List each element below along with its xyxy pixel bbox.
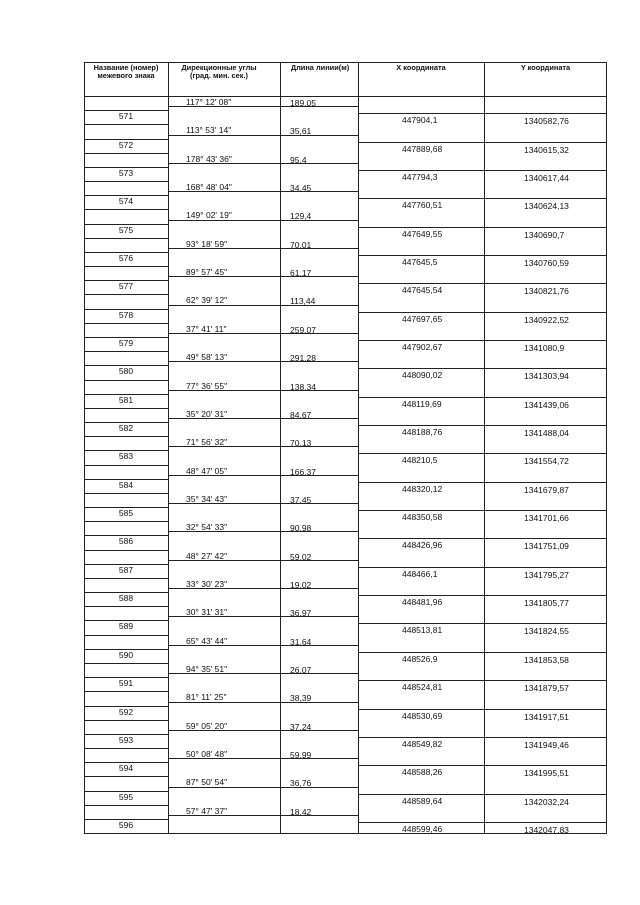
x-coordinate-cell: 448526,9 [402, 653, 438, 664]
y-coordinate-cell: 1340922,52 [524, 314, 569, 325]
direction-angle-cell: 77° 36' 55" [186, 380, 228, 391]
table-row-border [84, 521, 168, 522]
table-row-border [168, 531, 358, 532]
boundary-point-number: 584 [118, 479, 134, 490]
boundary-point-number: 589 [118, 621, 134, 632]
line-length-cell: 70,13 [290, 438, 312, 449]
boundary-point-number: 594 [118, 763, 134, 774]
y-coordinate-cell: 1341917,51 [524, 711, 569, 722]
boundary-point-number: 590 [118, 649, 134, 660]
x-coordinate-cell: 448589,64 [402, 795, 443, 806]
boundary-point-number: 578 [118, 309, 134, 320]
table-row-border [168, 645, 358, 646]
y-coordinate-cell: 1341303,94 [524, 371, 569, 382]
table-row-border [358, 227, 607, 228]
table-row-border [168, 588, 358, 589]
table-row-border [168, 815, 358, 816]
y-coordinate-cell: 1341080,9 [524, 342, 565, 353]
table-row-border [168, 446, 358, 447]
header-length: Длина линии(м) [290, 63, 350, 72]
y-coordinate-cell: 1341679,87 [524, 484, 569, 495]
table-row-border [84, 635, 168, 636]
line-length-cell: 113,44 [290, 296, 316, 307]
x-coordinate-cell: 447889,68 [402, 143, 443, 154]
direction-angle-cell: 81° 11' 25" [186, 692, 227, 703]
direction-angle-cell: 65° 43' 44" [186, 635, 228, 646]
boundary-point-number: 587 [118, 564, 134, 575]
table-row-border [358, 283, 607, 284]
table-row-border [168, 106, 358, 107]
table-column-border [606, 62, 607, 834]
table-row-border [84, 578, 168, 579]
x-coordinate-cell: 448119,69 [402, 398, 442, 409]
table-row-border [168, 475, 358, 476]
y-coordinate-cell: 1341853,58 [524, 654, 569, 665]
x-coordinate-cell: 447794,3 [402, 171, 438, 182]
table-column-border [280, 62, 281, 834]
direction-angle-cell: 33° 30' 23" [186, 578, 228, 589]
y-coordinate-cell: 1341554,72 [524, 456, 569, 467]
x-coordinate-cell: 448210,5 [402, 455, 438, 466]
y-coordinate-cell: 1340821,76 [524, 286, 569, 297]
direction-angle-cell: 48° 27' 42" [186, 550, 228, 561]
direction-angle-cell: 32° 54' 33" [186, 522, 228, 533]
table-row-border [168, 333, 358, 334]
table-row-border [168, 616, 358, 617]
boundary-point-number: 588 [118, 593, 134, 604]
direction-angle-cell: 149° 02' 19" [186, 210, 232, 221]
table-row-border [168, 503, 358, 504]
table-row-border [358, 453, 607, 454]
direction-angle-cell: 168° 48' 04" [186, 182, 232, 193]
x-coordinate-cell: 448530,69 [402, 710, 443, 721]
y-coordinate-cell: 1341824,55 [524, 626, 569, 637]
x-coordinate-cell: 447902,67 [402, 341, 443, 352]
x-coordinate-cell: 447904,1 [402, 115, 438, 126]
table-row-border [168, 305, 358, 306]
line-length-cell: 61,17 [290, 268, 312, 279]
line-length-cell: 138,34 [290, 381, 316, 392]
header-y: Y координата [520, 63, 571, 72]
direction-angle-cell: 35° 20' 31" [186, 408, 228, 419]
table-column-border [168, 62, 169, 834]
table-row-border [358, 170, 607, 171]
direction-angle-cell: 87° 50' 54" [186, 777, 228, 788]
y-coordinate-cell: 1340690,7 [524, 229, 565, 240]
boundary-point-number: 573 [118, 167, 134, 178]
header-x: X координата [396, 63, 446, 72]
line-length-cell: 19,02 [290, 579, 312, 590]
boundary-point-number: 574 [118, 196, 134, 207]
table-row-border [358, 709, 607, 710]
x-coordinate-cell: 448549,82 [402, 738, 443, 749]
table-row-border [358, 652, 607, 653]
table-row-border [358, 340, 607, 341]
direction-angle-cell: 50° 08' 48" [186, 749, 228, 760]
table-row-border [84, 380, 168, 381]
table-row-border [168, 560, 358, 561]
y-coordinate-cell: 1340582,76 [524, 116, 569, 127]
line-length-cell: 291,28 [290, 353, 316, 364]
x-coordinate-cell: 448481,96 [402, 597, 443, 608]
x-coordinate-cell: 448320,12 [402, 483, 443, 494]
table-row-border [84, 550, 168, 551]
table-column-border [484, 62, 485, 834]
table-row-border [168, 135, 358, 136]
line-length-cell: 129,4 [290, 211, 312, 222]
table-row-border [84, 181, 168, 182]
table-row-border [84, 493, 168, 494]
y-coordinate-cell: 1341701,66 [524, 513, 569, 524]
table-row-border [84, 124, 168, 125]
y-coordinate-cell: 1340760,59 [524, 257, 569, 268]
table-row-border [358, 794, 607, 795]
header-angle: Дирекционные углы (град. мин. сек.) [181, 63, 257, 81]
table-row-border [168, 730, 358, 731]
x-coordinate-cell: 447760,51 [402, 200, 443, 211]
direction-angle-cell: 89° 57' 45" [186, 267, 228, 278]
boundary-point-number: 586 [118, 536, 134, 547]
direction-angle-cell: 35° 34' 43" [186, 493, 228, 504]
boundary-point-number: 582 [118, 423, 134, 434]
boundary-point-number: 572 [118, 139, 134, 150]
line-length-cell: 38,39 [290, 693, 312, 704]
y-coordinate-cell: 1340624,13 [524, 201, 569, 212]
boundary-point-number: 591 [118, 678, 134, 689]
table-row-border [358, 312, 607, 313]
line-length-cell: 36,97 [290, 608, 312, 619]
line-length-cell: 189,05 [290, 98, 316, 108]
table-row-border [84, 805, 168, 806]
direction-angle-cell: 71° 56' 32" [186, 437, 228, 448]
boundary-point-number: 579 [118, 337, 134, 348]
table-row-border [168, 191, 358, 192]
y-coordinate-cell: 1341879,57 [524, 683, 569, 694]
table-row-border [358, 113, 607, 114]
y-coordinate-cell: 1341751,09 [524, 541, 569, 552]
table-row-border [84, 351, 168, 352]
y-coordinate-cell: 1341995,51 [524, 768, 569, 779]
line-length-cell: 166,37 [290, 466, 316, 477]
table-row-border [168, 673, 358, 674]
table-row-border [358, 567, 607, 568]
x-coordinate-cell: 448350,58 [402, 512, 443, 523]
direction-angle-cell: 59° 05' 20" [186, 720, 228, 731]
direction-angle-cell: 178° 43' 36" [186, 153, 232, 164]
direction-angle-cell: 117° 12' 08" [186, 97, 232, 107]
table-row-border [84, 606, 168, 607]
y-coordinate-cell: 1342032,24 [524, 796, 569, 807]
line-length-cell: 59,99 [290, 750, 312, 761]
x-coordinate-cell: 448466,1 [402, 568, 438, 579]
table-row-border [168, 220, 358, 221]
table-row-border [84, 408, 168, 409]
table-row-border [358, 680, 607, 681]
table-row-border [358, 538, 607, 539]
line-length-cell: 95,4 [290, 154, 307, 165]
table-row-border [84, 691, 168, 692]
x-coordinate-cell: 448588,26 [402, 767, 443, 778]
table-row-border [358, 397, 607, 398]
table-row-border [84, 436, 168, 437]
direction-angle-cell: 30° 31' 31" [186, 607, 228, 618]
y-coordinate-cell: 1341805,77 [524, 598, 569, 609]
table-row-border [358, 623, 607, 624]
table-row-border [84, 748, 168, 749]
table-row-border [358, 368, 607, 369]
line-length-cell: 26,07 [290, 665, 312, 675]
table-row-border [84, 266, 168, 267]
table-row-border [84, 663, 168, 664]
y-coordinate-cell: 1341795,27 [524, 569, 569, 580]
line-length-cell: 59,02 [290, 551, 312, 562]
direction-angle-cell: 37° 41' 11" [186, 323, 227, 334]
table-row-border [168, 248, 358, 249]
table-row-border [168, 418, 358, 419]
table-column-border [358, 62, 359, 834]
line-length-cell: 34,45 [290, 183, 312, 194]
table-row-border [84, 96, 607, 97]
boundary-coordinates-table [84, 62, 607, 834]
direction-angle-cell: 62° 39' 12" [186, 295, 228, 306]
x-coordinate-cell: 448524,81 [402, 682, 443, 693]
y-coordinate-cell: 1342047,83 [524, 824, 569, 835]
boundary-point-number: 576 [118, 252, 134, 263]
table-row-border [358, 510, 607, 511]
table-row-border [168, 361, 358, 362]
table-row-border [84, 209, 168, 210]
boundary-point-number: 596 [118, 819, 134, 830]
x-coordinate-cell: 447697,65 [402, 313, 443, 324]
boundary-point-number: 580 [118, 366, 134, 377]
direction-angle-cell: 113° 53' 14" [186, 125, 232, 136]
line-length-cell: 70,01 [290, 239, 312, 250]
line-length-cell: 35,61 [290, 126, 312, 137]
table-row-border [84, 294, 168, 295]
boundary-point-number: 585 [118, 508, 134, 519]
y-coordinate-cell: 1340617,44 [524, 172, 569, 183]
line-length-cell: 37,45 [290, 494, 312, 505]
table-row-border [84, 62, 607, 63]
table-row-border [168, 702, 358, 703]
direction-angle-cell: 57° 47' 37" [186, 805, 228, 816]
y-coordinate-cell: 1341949,46 [524, 739, 569, 750]
table-row-border [358, 425, 607, 426]
x-coordinate-cell: 448188,76 [402, 427, 443, 438]
table-row-border [84, 720, 168, 721]
line-length-cell: 259,07 [290, 324, 316, 335]
x-coordinate-cell: 447645,5 [402, 256, 438, 267]
table-row-border [168, 276, 358, 277]
table-row-border [358, 255, 607, 256]
table-row-border [358, 595, 607, 596]
line-length-cell: 84,67 [290, 409, 312, 420]
boundary-point-number: 595 [118, 791, 134, 802]
x-coordinate-cell: 447645,54 [402, 285, 443, 296]
direction-angle-cell: 49° 58' 13" [186, 352, 228, 363]
boundary-point-number: 575 [118, 224, 134, 235]
direction-angle-cell: 93° 18' 59" [186, 238, 228, 249]
table-row-border [358, 765, 607, 766]
boundary-point-number: 592 [118, 706, 134, 717]
table-row-border [168, 390, 358, 391]
x-coordinate-cell: 448599,46 [402, 823, 443, 834]
table-row-border [358, 822, 607, 823]
line-length-cell: 31,64 [290, 636, 312, 647]
table-row-border [84, 776, 168, 777]
x-coordinate-cell: 448426,96 [402, 540, 443, 551]
table-row-border [168, 758, 358, 759]
line-length-cell: 37,24 [290, 721, 312, 732]
table-row-border [358, 142, 607, 143]
y-coordinate-cell: 1341488,04 [524, 428, 569, 439]
y-coordinate-cell: 1340615,32 [524, 144, 569, 155]
table-row-border [84, 238, 168, 239]
boundary-point-number: 583 [118, 451, 134, 462]
x-coordinate-cell: 448513,81 [402, 625, 443, 636]
table-row-border [84, 465, 168, 466]
table-row-border [358, 482, 607, 483]
line-length-cell: 36,76 [290, 778, 312, 789]
boundary-point-number: 593 [118, 734, 134, 745]
table-row-border [84, 153, 168, 154]
header-name: Название (номер) межевого знака [93, 63, 159, 81]
boundary-point-number: 581 [118, 394, 134, 405]
line-length-cell: 18,42 [290, 806, 312, 817]
table-row-border [358, 737, 607, 738]
table-row-border [168, 163, 358, 164]
boundary-point-number: 577 [118, 281, 134, 292]
table-row-border [358, 198, 607, 199]
x-coordinate-cell: 448090,02 [402, 370, 443, 381]
direction-angle-cell: 94° 35' 51" [186, 664, 228, 674]
x-coordinate-cell: 447649,55 [402, 228, 443, 239]
direction-angle-cell: 48° 47' 05" [186, 465, 228, 476]
line-length-cell: 90,98 [290, 523, 312, 534]
y-coordinate-cell: 1341439,06 [524, 399, 569, 410]
table-row-border [168, 787, 358, 788]
boundary-point-number: 571 [118, 111, 134, 122]
table-row-border [84, 323, 168, 324]
